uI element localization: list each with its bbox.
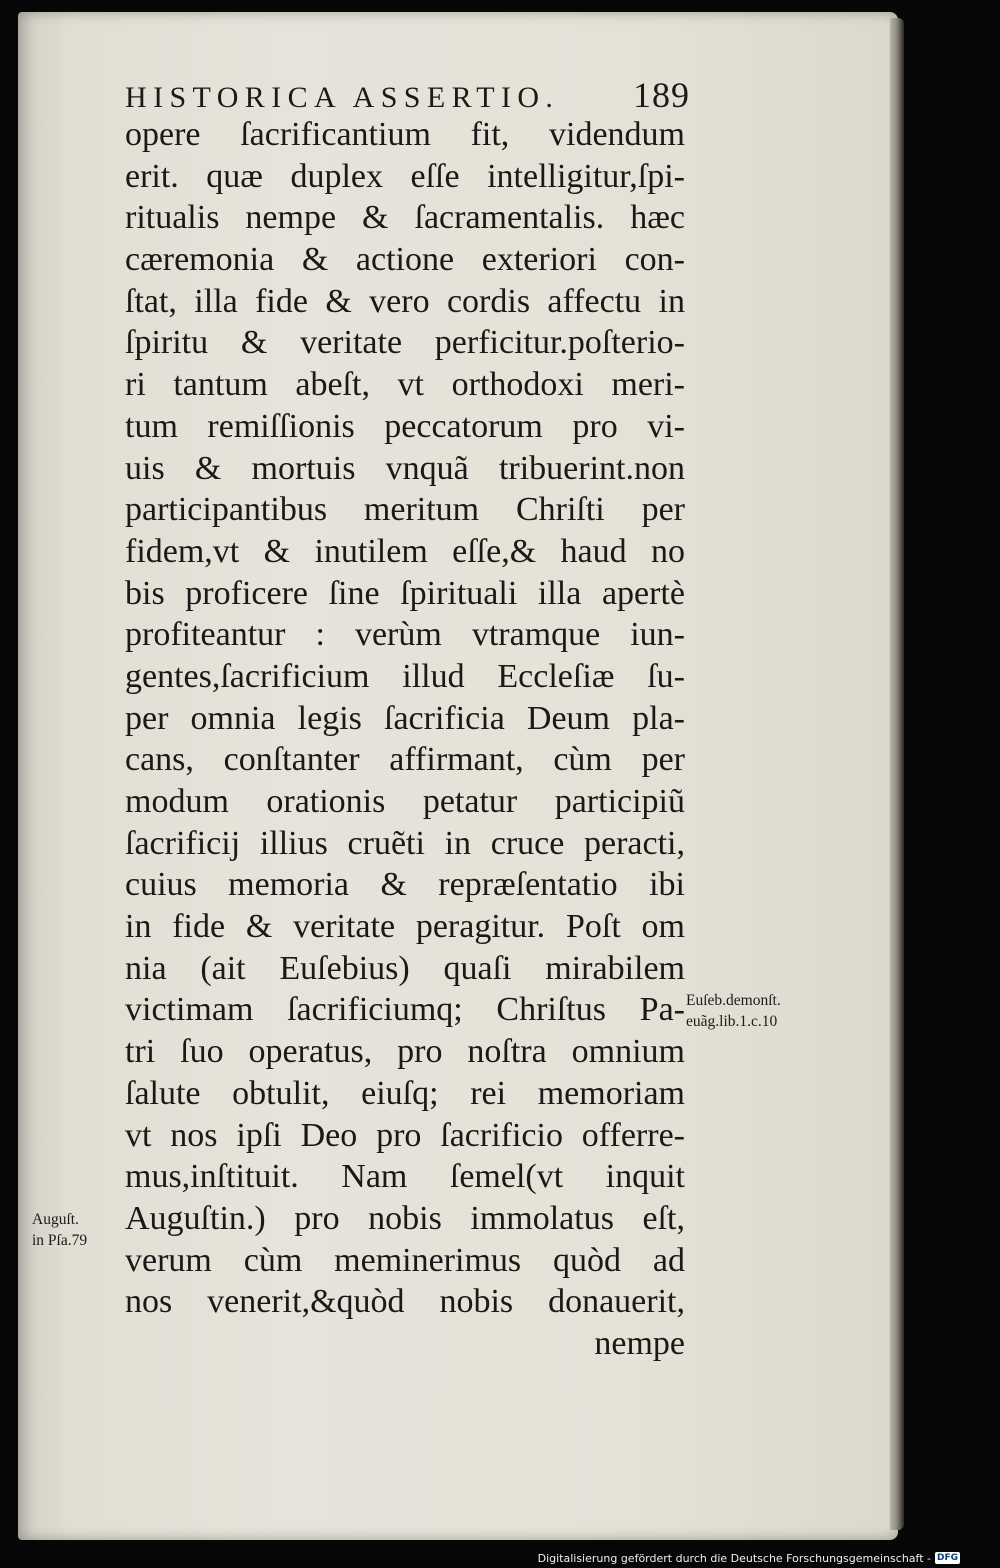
text-line: tum remiſſionis peccatorum pro vi- — [125, 407, 685, 445]
marginal-note-line: in Pſa.79 — [32, 1232, 88, 1249]
text-line: participantibus meritum Chriſti per — [125, 491, 685, 529]
catchword: nempe — [594, 1324, 685, 1362]
body-text — [125, 114, 685, 1365]
text-line: ſalute obtulit, eiuſq; rei memoriam — [125, 1074, 685, 1112]
text-line: verum cùm meminerimus quòd ad — [125, 1241, 685, 1279]
text-line: ſpiritu & veritate perficitur.poſterio- — [125, 324, 685, 362]
text-line: bis proficere ſine ſpirituali illa apertè — [125, 574, 685, 612]
marginal-note-line: Euſeb.demonſt. — [686, 992, 781, 1009]
page-edge — [890, 18, 904, 1530]
text-line: ritualis nempe & ſacramentalis. hæc — [125, 199, 685, 237]
text-line: in fide & veritate peragitur. Poſt om — [125, 908, 685, 946]
page-number: 189 — [633, 75, 690, 115]
text-line: tri ſuo operatus, pro noſtra omnium — [125, 1033, 685, 1071]
marginal-note-augustine — [32, 1209, 87, 1251]
text-line: victimam ſacrificiumq; Chriſtus Pa- — [125, 991, 685, 1029]
text-line: cæremonia & actione exteriori con- — [125, 241, 685, 279]
text-line: per omnia legis ſacrificia Deum pla- — [125, 699, 685, 737]
running-title: HISTORICA ASSERTIO. — [125, 81, 560, 114]
credit-text: Digitalisierung gefördert durch die Deutsche Forschungsgemeinschaft - — [537, 1551, 931, 1565]
text-line: vt nos ipſi Deo pro ſacrificio offerre- — [125, 1116, 685, 1154]
text-line: nos venerit,&quòd nobis donauerit, — [125, 1283, 685, 1321]
text-line: cans, conſtanter affirmant, cùm per — [125, 741, 685, 779]
text-line: cuius memoria & repræſentatio ibi — [125, 866, 685, 904]
marginal-note-eusebius — [686, 990, 781, 1032]
text-line: ſacrificij illius cruẽti in cruce peracti, — [125, 824, 685, 862]
text-line: opere ſacrificantium fit, videndum — [125, 116, 685, 153]
text-line: nia (ait Euſebius) quaſi mirabilem — [125, 949, 685, 987]
text-line: gentes,ſacrificium illud Eccleſiæ ſu- — [125, 657, 685, 695]
dfg-logo-icon: DFG — [936, 1553, 958, 1563]
text-line: fidem,vt & inutilem eſſe,& haud no — [125, 532, 685, 570]
text-line: ri tantum abeſt, vt orthodoxi meri- — [125, 366, 685, 404]
text-line: erit. quæ duplex eſſe intelligitur,ſpi- — [125, 157, 685, 195]
text-line: modum orationis petatur participiũ — [125, 783, 685, 820]
text-line: profiteantur : verùm vtramque iun- — [125, 616, 685, 654]
text-line: uis & mortuis vnquã tribuerint.non — [125, 449, 685, 487]
text-line: Auguſtin.) pro nobis immolatus eſt, — [125, 1199, 685, 1237]
text-line: mus,inſtituit. Nam ſemel(vt inquit — [125, 1158, 685, 1196]
marginal-note-line: Auguſt. — [32, 1211, 79, 1228]
digitization-credit — [538, 1550, 960, 1566]
text-line: ſtat, illa fide & vero cordis affectu in — [125, 282, 685, 320]
marginal-note-line: euãg.lib.1.c.10 — [686, 1013, 778, 1030]
